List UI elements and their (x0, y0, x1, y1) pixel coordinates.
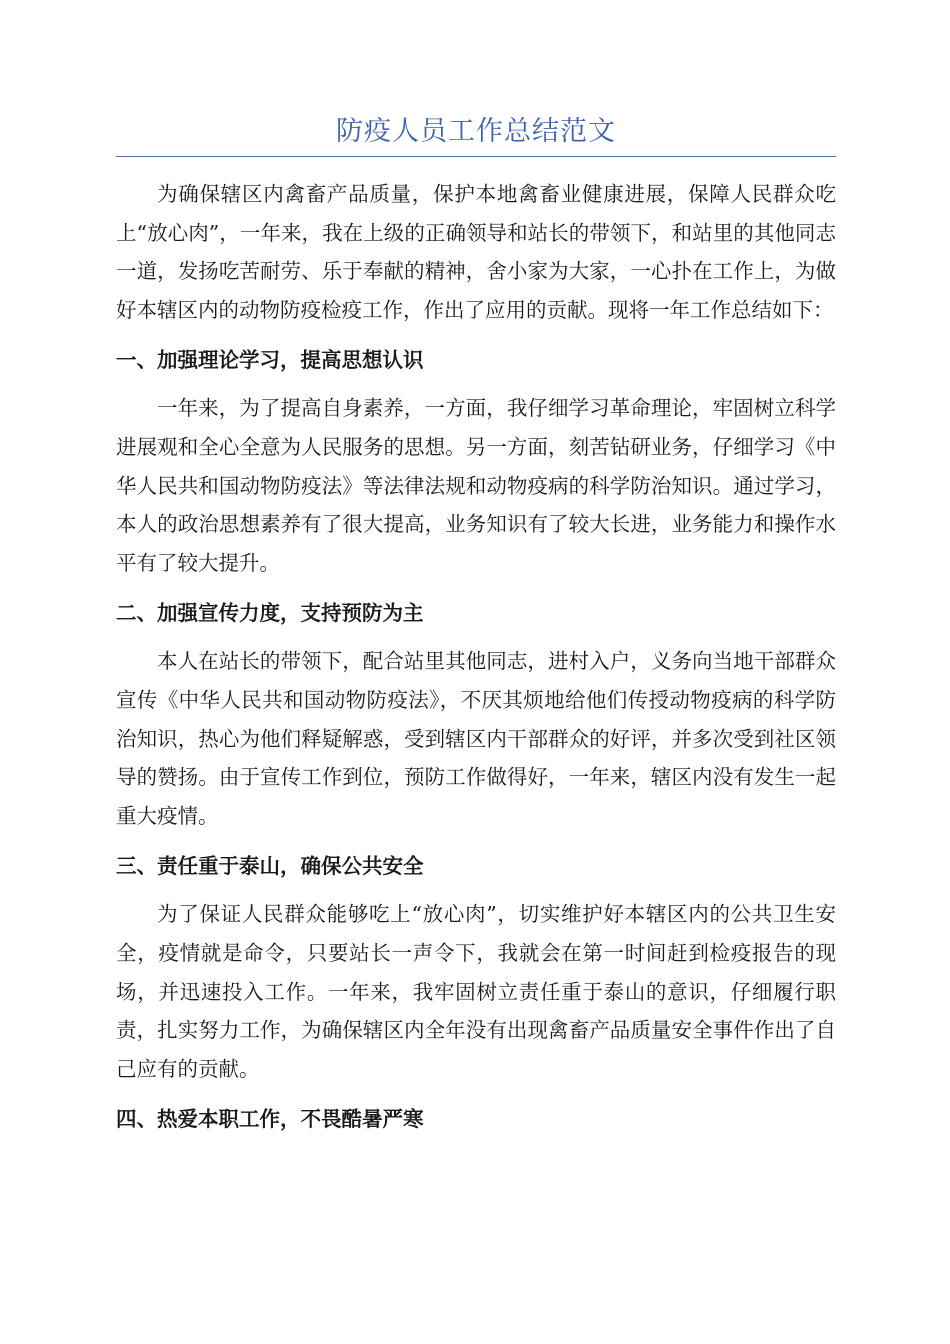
section-heading-3: 三、责任重于泰山，确保公共安全 (116, 854, 424, 879)
section-heading-4: 四、热爱本职工作，不畏酷暑严寒 (116, 1107, 424, 1132)
document-title: 防疫人员工作总结范文 (116, 110, 836, 157)
section-body-2: 本人在站长的带领下，配合站里其他同志，进村入户，义务向当地干部群众宣传《中华人民共和国动物防疫法》，不厌其烦地给他们传授动物疫病的科学防治知识，热心为他们释疑解惑，受到辖区内干部群众的好评，并多次受到社区领导的赞扬。由于宣传工作到位，预防工作做得好，一年来，辖区内没有发生一起重大疫情。 (116, 649, 836, 828)
section-heading-2: 二、加强宣传力度，支持预防为主 (116, 601, 424, 626)
document-page (116, 110, 836, 1148)
section-heading-1: 一、加强理论学习，提高思想认识 (116, 348, 424, 373)
intro-paragraph: 为确保辖区内禽畜产品质量，保护本地禽畜业健康进展，保障人民群众吃上“放心肉”，一年来，我在上级的正确领导和站长的带领下，和站里的其他同志一道，发扬吃苦耐劳、乐于奉献的精神，舍小家为大家，一心扑在工作上，为做好本辖区内的动物防疫检疫工作，作出了应用的贡献。现将一年工作总结如下： (116, 182, 836, 322)
section-body-1: 一年来，为了提高自身素养，一方面，我仔细学习革命理论，牢固树立科学进展观和全心全意为人民服务的思想。另一方面，刻苦钻研业务，仔细学习《中华人民共和国动物防疫法》等法律法规和动物疫病的科学防治知识。通过学习，本人的政治思想素养有了很大提高，业务知识有了较大长进，业务能力和操作水平有了较大提升。 (116, 396, 836, 575)
section-body-3: 为了保证人民群众能够吃上“放心肉”，切实维护好本辖区内的公共卫生安全，疫情就是命令，只要站长一声令下，我就会在第一时间赶到检疫报告的现场，并迅速投入工作。一年来，我牢固树立责任重于泰山的意识，仔细履行职责，扎实努力工作，为确保辖区内全年没有出现禽畜产品质量安全事件作出了自己应有的贡献。 (116, 902, 836, 1081)
